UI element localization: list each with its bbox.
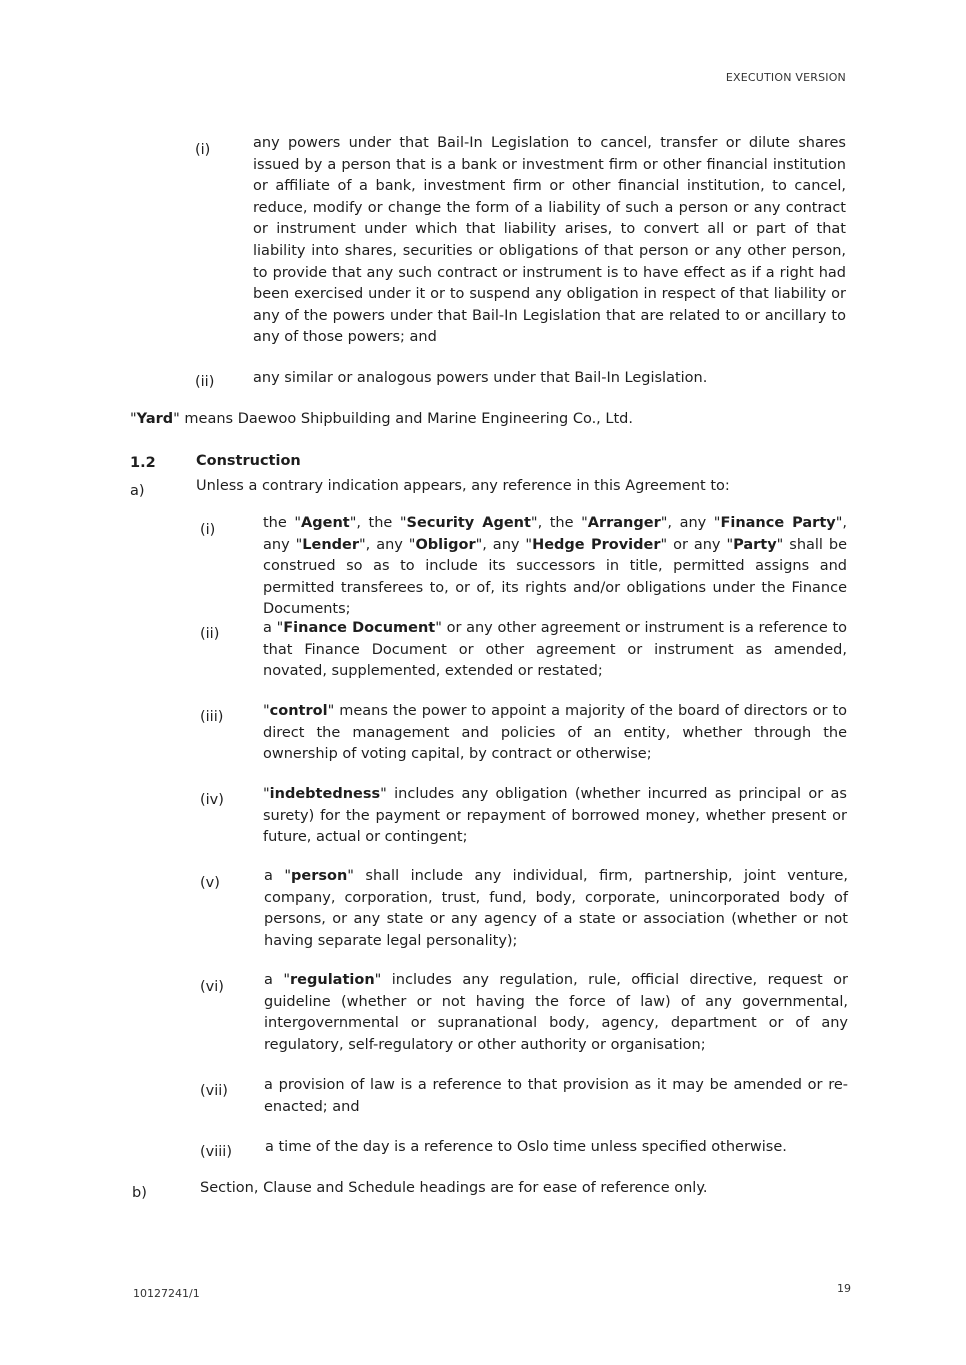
item-number: (ii) [195, 374, 215, 390]
item-text: a "regulation" includes any regulation, rule, official directive, request or guideline (whether or not having the force of law) of any governmental, intergovernmental or supranational body, agency, department or of any regulatory, self-regulatory or other authority or organisation; [264, 972, 848, 1053]
section-number: 1.2 [130, 455, 156, 471]
item-text: a time of the day is a reference to Oslo time unless specified otherwise. [265, 1139, 787, 1155]
item-text: a provision of law is a reference to that provision as it may be amended or re-enacted; and [264, 1077, 848, 1115]
item-text: any powers under that Bail-In Legislation to cancel, transfer or dilute shares issued by a person that is a bank or investment firm or other financial institution or affiliate of a bank, investment firm or other financial institution, to cancel, reduce, modify or change the form of a liability of such a person or any contract or instrument under which that liability arises, to convert all or part of that liability into shares, securities or obligations of that person or any other person, to provide that any such contract or instrument is to have effect as if a right had been exercised under it or to suspend any obligation in respect of that liability or any of the powers under that Bail-In Legislation that are related to or ancillary to any of those powers; and [253, 135, 846, 346]
item-number: (ii) [200, 626, 220, 642]
item-number: (viii) [200, 1144, 232, 1160]
item-text: any similar or analogous powers under that Bail-In Legislation. [253, 370, 708, 386]
paragraph-text: Section, Clause and Schedule headings are for ease of reference only. [200, 1180, 708, 1196]
yard-definition: "Yard" means Daewoo Shipbuilding and Marine Engineering Co., Ltd. [130, 411, 633, 427]
item-number: (iii) [200, 709, 224, 725]
item-number: (v) [200, 875, 220, 891]
document-id: 10127241/1 [133, 1287, 200, 1300]
item-text: a "person" shall include any individual, firm, partnership, joint venture, company, corporation, trust, fund, body, corporate, unincorporated body of persons, or any state or any agency of a state or association (whether or not having separate legal personality); [264, 868, 848, 949]
item-number: (i) [200, 522, 216, 538]
defined-term: Yard [136, 411, 174, 427]
item-number: (vi) [200, 979, 224, 995]
item-text: a "Finance Document" or any other agreement or instrument is a reference to that Finance Document or other agreement or instrument as amended, novated, supplemented, extended or restated; [263, 620, 848, 680]
item-number: (iv) [200, 792, 224, 808]
paragraph-text: Unless a contrary indication appears, any reference in this Agreement to: [196, 478, 730, 494]
section-title: Construction [196, 453, 301, 469]
paragraph-label: b) [132, 1185, 147, 1201]
paragraph-label: a) [130, 483, 145, 499]
page-number: 19 [837, 1282, 851, 1295]
item-text: the "Agent", the "Security Agent", the "Arranger", any "Finance Party", any "Lender", any "Obligor", any "Hedge Provider" or any "Party" shall be construed so as to include its successors in title, permitted assigns and permitted transferees to, or of, its rights and/or obligations under the Finance Documents; [263, 515, 847, 618]
item-number: (vii) [200, 1083, 228, 1099]
item-text: "control" means the power to appoint a majority of the board of directors or to direct the management and policies of an entity, whether through the ownership of voting capital, by contract or otherwise; [263, 703, 847, 763]
item-text: "indebtedness" includes any obligation (whether incurred as principal or as surety) for the payment or repayment of borrowed money, whether present or future, actual or contingent; [263, 786, 847, 846]
item-number: (i) [195, 142, 211, 158]
document-version-header: EXECUTION VERSION [725, 71, 846, 84]
